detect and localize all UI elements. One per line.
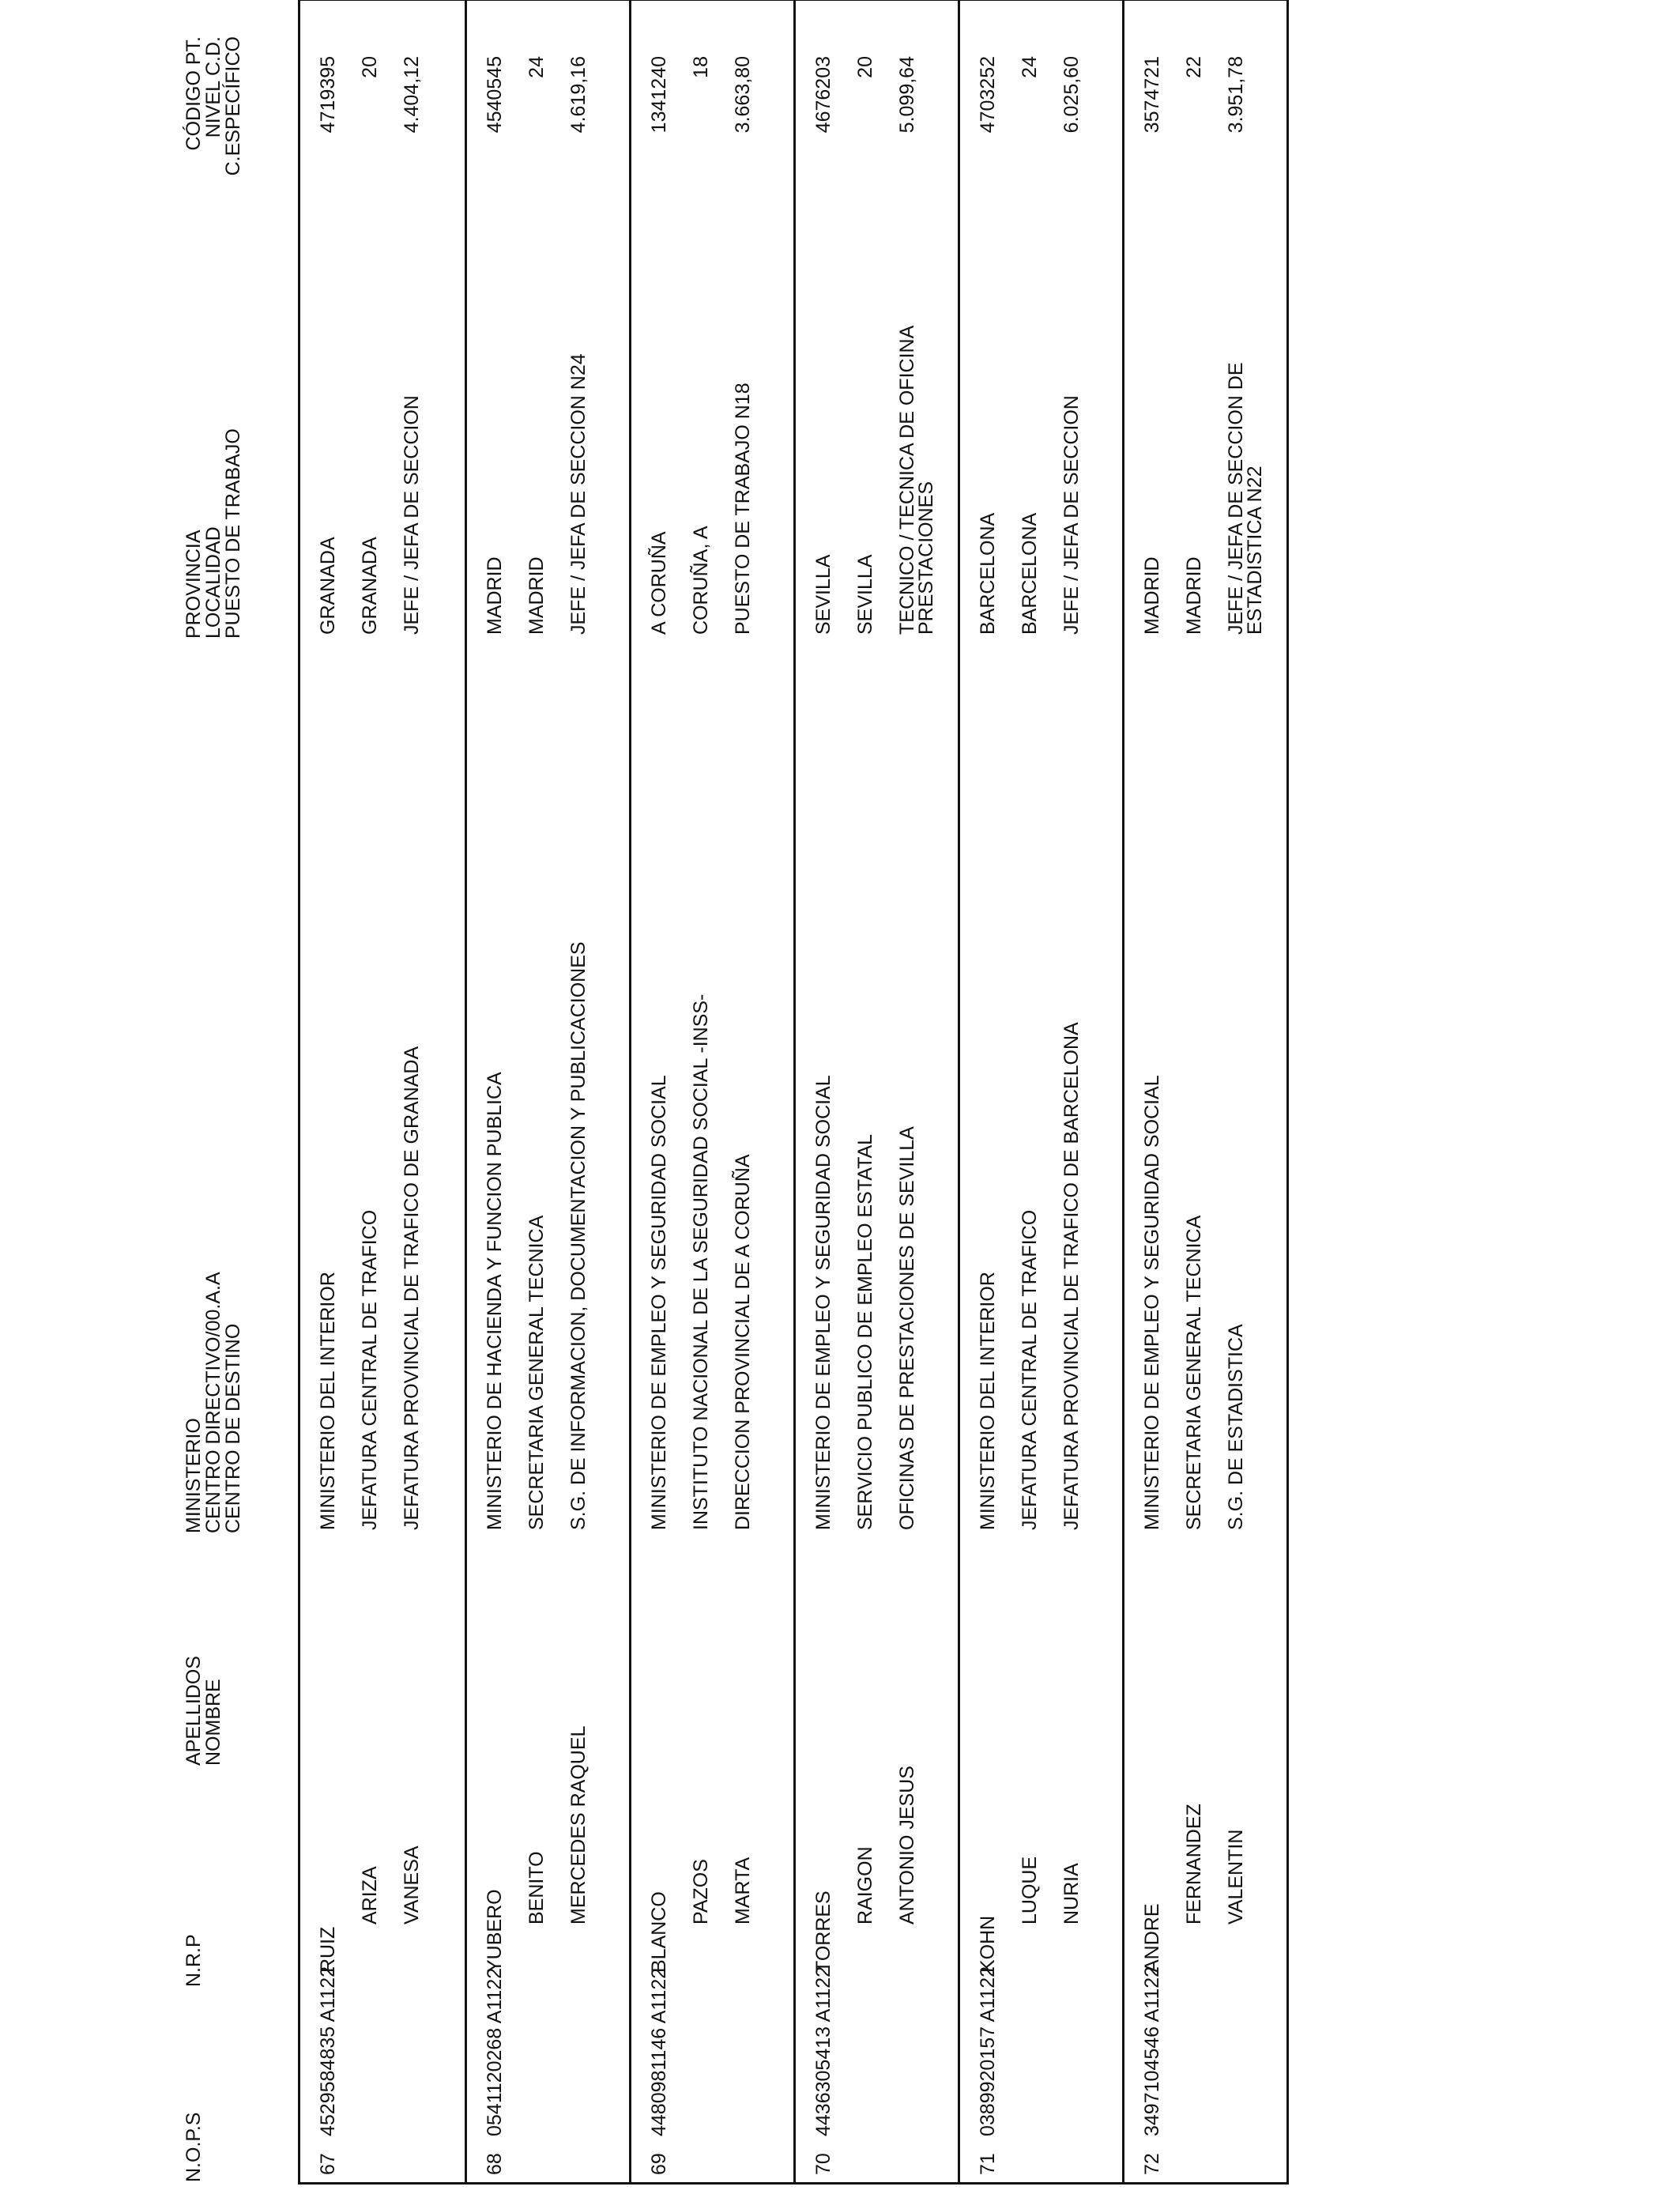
record-localidad: MADRID xyxy=(1183,556,1205,635)
record-name-line: NURIA xyxy=(1060,1863,1083,1924)
record-name-line: RAIGON xyxy=(854,1846,876,1924)
header-nombre-label: NOMBRE xyxy=(202,1679,224,1766)
header-ministerio-label: MINISTERIO xyxy=(183,1418,205,1533)
record-puesto: TECNICO / TECNICA DE OFICINA PRESTACIONES xyxy=(896,326,937,635)
header-apellidos xyxy=(184,1656,224,1766)
record-row xyxy=(793,1,960,2182)
record-provincia: GRANADA xyxy=(317,537,339,635)
header-nops xyxy=(184,2113,204,2182)
record-row xyxy=(1122,1,1289,2182)
record-ministerio: MINISTERIO DEL INTERIOR xyxy=(317,1272,339,1530)
header-nrp-label: N.R.P xyxy=(183,1934,205,1987)
record-number: 72 xyxy=(1141,2153,1163,2175)
record-centro-destino: S.G. DE INFORMACION, DOCUMENTACION Y PUBLICACIONES xyxy=(567,941,590,1530)
records-table xyxy=(298,0,1289,2185)
record-number: 67 xyxy=(317,2153,339,2175)
record-ministerio: MINISTERIO DE HACIENDA Y FUNCION PUBLICA xyxy=(484,1072,506,1530)
record-nrp: 4529584835 A1122 xyxy=(317,1966,339,2136)
record-name-line: RUIZ xyxy=(317,1926,339,1973)
record-nrp: 0541120268 A1122 xyxy=(484,1967,506,2136)
record-nrp: 0389920157 A1122 xyxy=(977,1966,999,2136)
record-name-line: FERNANDEZ xyxy=(1183,1804,1205,1924)
record-nivel: 22 xyxy=(1183,56,1205,78)
record-name-line: ARIZA xyxy=(359,1866,381,1924)
header-codigo-label: CÓDIGO PT. xyxy=(183,36,205,151)
record-name-line: YUBERO xyxy=(484,1889,506,1973)
record-number: 68 xyxy=(484,2153,506,2175)
record-row xyxy=(958,1,1124,2182)
header-provincia-label: PROVINCIA xyxy=(183,530,205,639)
record-codigo: 1341240 xyxy=(648,56,670,134)
record-name-line: MARTA xyxy=(732,1857,754,1924)
record-ministerio: MINISTERIO DE EMPLEO Y SEGURIDAD SOCIAL xyxy=(648,1075,670,1530)
record-row xyxy=(465,1,631,2182)
record-puesto: JEFE / JEFA DE SECCION xyxy=(401,395,423,635)
record-centro-destino: JEFATURA PROVINCIAL DE TRAFICO DE GRANADA xyxy=(401,1046,423,1530)
record-nivel: 24 xyxy=(1019,56,1041,78)
record-nrp: 4480981146 A1122 xyxy=(648,1967,670,2136)
record-centro-directivo: JEFATURA CENTRAL DE TRAFICO xyxy=(1019,1209,1041,1530)
record-codigo: 3574721 xyxy=(1141,56,1163,134)
header-especifico-label: C.ESPECÍFICO xyxy=(222,36,244,176)
record-codigo: 4703252 xyxy=(977,56,999,134)
record-nivel: 20 xyxy=(854,56,876,78)
record-ministerio: MINISTERIO DEL INTERIOR xyxy=(977,1272,999,1530)
record-centro-destino: JEFATURA PROVINCIAL DE TRAFICO DE BARCELONA xyxy=(1060,1022,1083,1530)
record-codigo: 4676203 xyxy=(812,56,834,134)
record-number: 70 xyxy=(812,2153,834,2175)
record-name-line: BLANCO xyxy=(648,1891,670,1973)
record-localidad: MADRID xyxy=(525,556,548,635)
record-name-line: BENITO xyxy=(525,1851,548,1924)
header-localidad-label: LOCALIDAD xyxy=(202,526,224,639)
record-name-line: TORRES xyxy=(812,1891,834,1973)
record-localidad: BARCELONA xyxy=(1019,512,1041,635)
record-nivel: 24 xyxy=(525,56,548,78)
record-provincia: A CORUÑA xyxy=(648,531,670,635)
record-centro-directivo: SECRETARIA GENERAL TECNICA xyxy=(525,1215,548,1530)
record-especifico: 6.025,60 xyxy=(1060,56,1083,134)
record-name-line: VALENTIN xyxy=(1225,1829,1247,1924)
record-name-line: PAZOS xyxy=(690,1859,712,1924)
header-provincia xyxy=(184,428,243,639)
record-name-line: MERCEDES RAQUEL xyxy=(567,1725,590,1924)
record-provincia: SEVILLA xyxy=(812,554,834,635)
header-nops-label: N.O.P.S xyxy=(183,2112,205,2182)
header-apellidos-label: APELLIDOS xyxy=(183,1656,205,1766)
header-nrp xyxy=(184,1934,204,1987)
header-puesto-label: PUESTO DE TRABAJO xyxy=(222,428,244,639)
record-localidad: CORUÑA, A xyxy=(690,526,712,635)
record-especifico: 3.951,78 xyxy=(1225,56,1247,134)
record-nrp: 3497104546 A1122 xyxy=(1141,1966,1163,2136)
record-especifico: 4.404,12 xyxy=(401,56,423,134)
record-puesto: JEFE / JEFA DE SECCION xyxy=(1060,395,1083,635)
record-puesto: JEFE / JEFA DE SECCION N24 xyxy=(567,353,590,635)
record-centro-directivo: INSTITUTO NACIONAL DE LA SEGURIDAD SOCIAL -INSS- xyxy=(690,993,712,1530)
record-especifico: 3.663,80 xyxy=(732,56,754,134)
record-row xyxy=(300,1,465,2182)
header-ministerio xyxy=(184,1272,243,1533)
header-nivel-label: NIVEL C.D. xyxy=(202,36,224,138)
record-especifico: 4.619,16 xyxy=(567,56,590,134)
record-centro-directivo: SERVICIO PUBLICO DE EMPLEO ESTATAL xyxy=(854,1133,876,1530)
record-localidad: GRANADA xyxy=(359,537,381,635)
record-puesto: PUESTO DE TRABAJO N18 xyxy=(732,383,754,635)
record-provincia: BARCELONA xyxy=(977,512,999,635)
record-name-line: LUQUE xyxy=(1019,1856,1041,1924)
record-codigo: 4719395 xyxy=(317,56,339,134)
record-centro-destino: S.G. DE ESTADISTICA xyxy=(1225,1324,1247,1530)
record-nrp: 4436305413 A1122 xyxy=(812,1966,834,2136)
record-nivel: 20 xyxy=(359,56,381,78)
record-puesto: JEFE / JEFA DE SECCION DE ESTADISTICA N22 xyxy=(1225,362,1266,635)
record-name-line: VANESA xyxy=(401,1845,423,1924)
record-localidad: SEVILLA xyxy=(854,554,876,635)
record-row xyxy=(629,1,796,2182)
record-especifico: 5.099,64 xyxy=(896,56,918,134)
record-number: 69 xyxy=(648,2153,670,2175)
record-provincia: MADRID xyxy=(1141,556,1163,635)
record-centro-directivo: SECRETARIA GENERAL TECNICA xyxy=(1183,1215,1205,1530)
record-number: 71 xyxy=(977,2153,999,2175)
record-centro-destino: DIRECCION PROVINCIAL DE A CORUÑA xyxy=(732,1154,754,1530)
header-centro-destino-label: CENTRO DE DESTINO xyxy=(222,1323,244,1533)
record-provincia: MADRID xyxy=(484,556,506,635)
record-name-line: ANTONIO JESUS xyxy=(896,1766,918,1924)
record-centro-destino: OFICINAS DE PRESTACIONES DE SEVILLA xyxy=(896,1126,918,1530)
record-codigo: 4540545 xyxy=(484,56,506,134)
record-nivel: 18 xyxy=(690,56,712,78)
header-centro-directivo-label: CENTRO DIRECTIVO/00.A.A xyxy=(202,1272,224,1533)
record-name-line: ANDRE xyxy=(1141,1903,1163,1973)
record-ministerio: MINISTERIO DE EMPLEO Y SEGURIDAD SOCIAL xyxy=(1141,1075,1163,1530)
header-codigo xyxy=(184,36,243,297)
record-name-line: KOHN xyxy=(977,1915,999,1973)
record-ministerio: MINISTERIO DE EMPLEO Y SEGURIDAD SOCIAL xyxy=(812,1075,834,1530)
record-centro-directivo: JEFATURA CENTRAL DE TRAFICO xyxy=(359,1209,381,1530)
